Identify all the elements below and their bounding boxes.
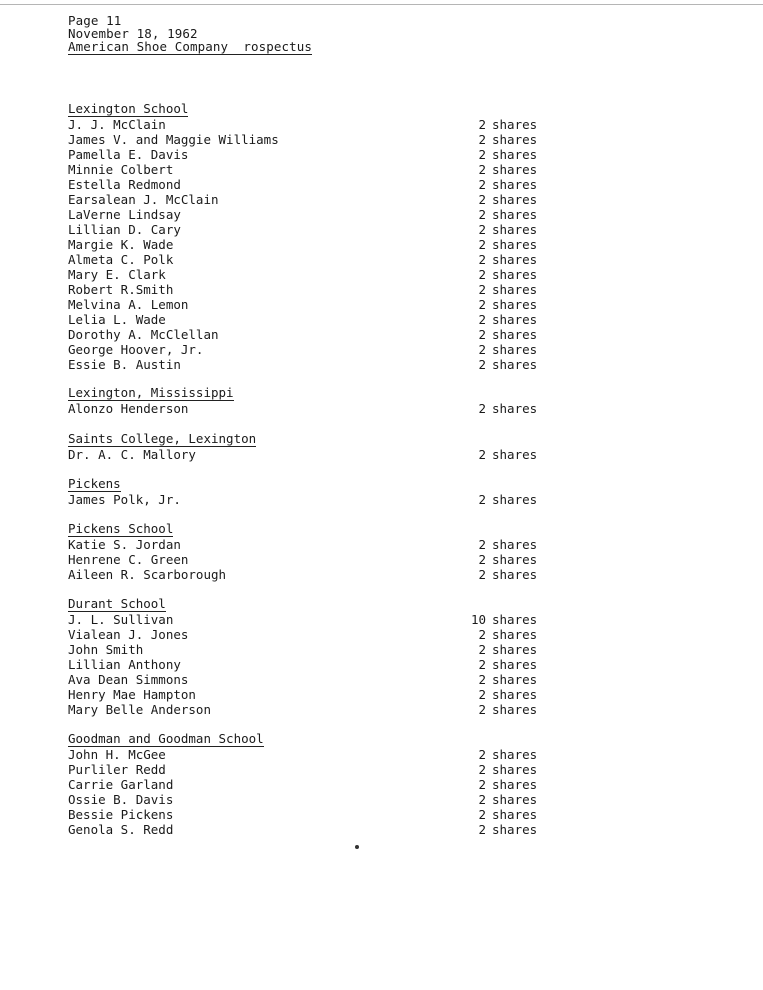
share-count <box>464 447 538 462</box>
share-unit: shares <box>492 627 538 642</box>
section-heading: Pickens School <box>68 521 174 536</box>
list-item <box>68 297 538 312</box>
share-quantity: 2 <box>478 312 486 327</box>
share-quantity: 2 <box>478 222 486 237</box>
share-quantity: 2 <box>478 627 486 642</box>
share-count <box>464 401 538 416</box>
share-unit: shares <box>492 567 538 582</box>
share-count <box>464 762 538 777</box>
section-heading: Lexington School <box>68 101 189 116</box>
list-item <box>68 237 538 252</box>
shareholder-name: Purliler Redd <box>68 762 166 777</box>
share-count <box>464 312 538 327</box>
list-item <box>68 192 538 207</box>
share-unit: shares <box>492 552 538 567</box>
share-unit: shares <box>492 267 538 282</box>
share-count <box>464 777 538 792</box>
share-unit: shares <box>492 401 538 416</box>
shareholder-name: J. L. Sullivan <box>68 612 174 627</box>
list-item <box>68 117 538 132</box>
share-unit: shares <box>492 147 538 162</box>
ink-speck <box>355 845 359 849</box>
shareholder-name: J. J. McClain <box>68 117 166 132</box>
shareholder-name: Pamella E. Davis <box>68 147 189 162</box>
share-quantity: 2 <box>478 177 486 192</box>
shareholder-name: Robert R.Smith <box>68 282 174 297</box>
share-unit: shares <box>492 702 538 717</box>
entry-list <box>68 747 538 837</box>
list-item <box>68 312 538 327</box>
share-count <box>464 267 538 282</box>
share-count <box>464 687 538 702</box>
shareholder-name: Henry Mae Hampton <box>68 687 196 702</box>
share-quantity: 2 <box>478 702 486 717</box>
share-unit: shares <box>492 447 538 462</box>
share-unit: shares <box>492 117 538 132</box>
list-item <box>68 687 538 702</box>
list-item <box>68 777 538 792</box>
share-quantity: 2 <box>478 237 486 252</box>
share-quantity: 2 <box>478 672 486 687</box>
list-item <box>68 267 538 282</box>
list-item <box>68 357 538 372</box>
shareholder-name: Dorothy A. McClellan <box>68 327 219 342</box>
shareholder-name: Carrie Garland <box>68 777 174 792</box>
document-header <box>68 14 312 55</box>
share-unit: shares <box>492 222 538 237</box>
entry-list <box>68 117 538 372</box>
list-item <box>68 567 538 582</box>
share-unit: shares <box>492 282 538 297</box>
share-quantity: 2 <box>478 657 486 672</box>
shareholder-name: Earsalean J. McClain <box>68 192 219 207</box>
shareholder-name: Alonzo Henderson <box>68 401 189 416</box>
share-quantity: 2 <box>478 747 486 762</box>
shareholder-name: George Hoover, Jr. <box>68 342 204 357</box>
list-item <box>68 702 538 717</box>
share-quantity: 2 <box>478 492 486 507</box>
section-heading: Durant School <box>68 596 166 611</box>
share-quantity: 2 <box>478 132 486 147</box>
shareholder-name: Genola S. Redd <box>68 822 174 837</box>
share-count <box>464 357 538 372</box>
list-item <box>68 657 538 672</box>
list-item <box>68 132 538 147</box>
list-item <box>68 401 538 416</box>
shareholder-name: Mary E. Clark <box>68 267 166 282</box>
share-unit: shares <box>492 357 538 372</box>
share-quantity: 2 <box>478 117 486 132</box>
share-unit: shares <box>492 822 538 837</box>
share-unit: shares <box>492 297 538 312</box>
share-count <box>464 327 538 342</box>
shareholder-name: Margie K. Wade <box>68 237 174 252</box>
share-unit: shares <box>492 612 538 627</box>
share-unit: shares <box>492 762 538 777</box>
shareholder-name: Mary Belle Anderson <box>68 702 211 717</box>
share-quantity: 2 <box>478 642 486 657</box>
share-count <box>464 642 538 657</box>
share-quantity: 2 <box>478 357 486 372</box>
shareholder-name: Estella Redmond <box>68 177 181 192</box>
share-quantity: 2 <box>478 192 486 207</box>
share-quantity: 2 <box>478 401 486 416</box>
share-quantity: 2 <box>478 777 486 792</box>
list-item <box>68 447 538 462</box>
list-item <box>68 747 538 762</box>
share-quantity: 10 <box>470 612 486 627</box>
shareholder-name: LaVerne Lindsay <box>68 207 181 222</box>
shareholder-name: Bessie Pickens <box>68 807 174 822</box>
share-quantity: 2 <box>478 147 486 162</box>
shareholder-name: Melvina A. Lemon <box>68 297 189 312</box>
list-item <box>68 642 538 657</box>
share-count <box>464 177 538 192</box>
share-unit: shares <box>492 657 538 672</box>
share-unit: shares <box>492 327 538 342</box>
share-count <box>464 207 538 222</box>
share-count <box>464 627 538 642</box>
share-count <box>464 492 538 507</box>
list-item <box>68 807 538 822</box>
share-quantity: 2 <box>478 297 486 312</box>
list-item <box>68 327 538 342</box>
share-quantity: 2 <box>478 162 486 177</box>
share-unit: shares <box>492 237 538 252</box>
list-item <box>68 342 538 357</box>
section-goodman-and-goodman-school <box>68 731 538 837</box>
shareholder-name: Lillian Anthony <box>68 657 181 672</box>
section-lexington-school <box>68 101 538 372</box>
share-unit: shares <box>492 177 538 192</box>
share-unit: shares <box>492 492 538 507</box>
share-count <box>464 192 538 207</box>
share-count <box>464 567 538 582</box>
share-count <box>464 747 538 762</box>
share-quantity: 2 <box>478 762 486 777</box>
share-unit: shares <box>492 687 538 702</box>
entry-list <box>68 492 538 507</box>
list-item <box>68 537 538 552</box>
shareholder-name: Vialean J. Jones <box>68 627 189 642</box>
entry-list <box>68 447 538 462</box>
section-lexington-mississippi <box>68 385 538 416</box>
list-item <box>68 762 538 777</box>
list-item <box>68 627 538 642</box>
share-quantity: 2 <box>478 207 486 222</box>
share-unit: shares <box>492 162 538 177</box>
list-item <box>68 282 538 297</box>
section-saints-college-lexington <box>68 431 538 462</box>
share-count <box>464 612 538 627</box>
share-unit: shares <box>492 192 538 207</box>
shareholder-name: John Smith <box>68 642 144 657</box>
share-count <box>464 822 538 837</box>
share-count <box>464 162 538 177</box>
shareholder-name: Almeta C. Polk <box>68 252 174 267</box>
share-quantity: 2 <box>478 282 486 297</box>
share-unit: shares <box>492 642 538 657</box>
list-item <box>68 252 538 267</box>
list-item <box>68 222 538 237</box>
share-count <box>464 807 538 822</box>
entry-list <box>68 537 538 582</box>
entry-list <box>68 401 538 416</box>
list-item <box>68 207 538 222</box>
share-unit: shares <box>492 777 538 792</box>
share-count <box>464 282 538 297</box>
list-item <box>68 147 538 162</box>
share-count <box>464 792 538 807</box>
share-count <box>464 147 538 162</box>
share-quantity: 2 <box>478 567 486 582</box>
shareholder-name: James Polk, Jr. <box>68 492 181 507</box>
section-pickens-school <box>68 521 538 582</box>
document-date: November 18, 1962 <box>68 26 198 41</box>
share-count <box>464 342 538 357</box>
list-item <box>68 162 538 177</box>
share-quantity: 2 <box>478 687 486 702</box>
share-quantity: 2 <box>478 267 486 282</box>
shareholder-name: Ossie B. Davis <box>68 792 174 807</box>
share-quantity: 2 <box>478 822 486 837</box>
share-unit: shares <box>492 342 538 357</box>
shareholder-name: Henrene C. Green <box>68 552 189 567</box>
share-quantity: 2 <box>478 792 486 807</box>
share-unit: shares <box>492 207 538 222</box>
list-item <box>68 552 538 567</box>
list-item <box>68 672 538 687</box>
share-unit: shares <box>492 747 538 762</box>
share-count <box>464 657 538 672</box>
share-count <box>464 702 538 717</box>
share-quantity: 2 <box>478 807 486 822</box>
share-count <box>464 252 538 267</box>
share-unit: shares <box>492 537 538 552</box>
share-quantity: 2 <box>478 552 486 567</box>
shareholder-name: John H. McGee <box>68 747 166 762</box>
section-heading: Lexington, Mississippi <box>68 385 234 400</box>
list-item <box>68 822 538 837</box>
document-subject: American Shoe Company rospectus <box>68 39 313 54</box>
section-pickens <box>68 476 538 507</box>
shareholder-name: Lelia L. Wade <box>68 312 166 327</box>
share-count <box>464 552 538 567</box>
shareholder-name: Ava Dean Simmons <box>68 672 189 687</box>
share-count <box>464 117 538 132</box>
share-unit: shares <box>492 312 538 327</box>
section-heading: Pickens <box>68 476 121 491</box>
share-count <box>464 222 538 237</box>
share-quantity: 2 <box>478 537 486 552</box>
share-count <box>464 237 538 252</box>
share-count <box>464 537 538 552</box>
section-heading: Saints College, Lexington <box>68 431 257 446</box>
shareholder-name: James V. and Maggie Williams <box>68 132 279 147</box>
section-durant-school <box>68 596 538 717</box>
share-quantity: 2 <box>478 447 486 462</box>
page-top-rule <box>0 4 763 5</box>
section-heading: Goodman and Goodman School <box>68 731 264 746</box>
list-item <box>68 612 538 627</box>
shareholder-name: Lillian D. Cary <box>68 222 181 237</box>
list-item <box>68 492 538 507</box>
share-unit: shares <box>492 252 538 267</box>
shareholder-name: Aileen R. Scarborough <box>68 567 227 582</box>
shareholder-name: Katie S. Jordan <box>68 537 181 552</box>
entry-list <box>68 612 538 717</box>
page-number: Page 11 <box>68 13 122 28</box>
shareholder-name: Essie B. Austin <box>68 357 181 372</box>
list-item <box>68 792 538 807</box>
share-unit: shares <box>492 132 538 147</box>
share-quantity: 2 <box>478 327 486 342</box>
share-count <box>464 672 538 687</box>
share-count <box>464 297 538 312</box>
share-quantity: 2 <box>478 252 486 267</box>
share-unit: shares <box>492 807 538 822</box>
shareholder-name: Minnie Colbert <box>68 162 174 177</box>
shareholder-name: Dr. A. C. Mallory <box>68 447 196 462</box>
share-unit: shares <box>492 792 538 807</box>
list-item <box>68 177 538 192</box>
share-quantity: 2 <box>478 342 486 357</box>
share-count <box>464 132 538 147</box>
share-unit: shares <box>492 672 538 687</box>
